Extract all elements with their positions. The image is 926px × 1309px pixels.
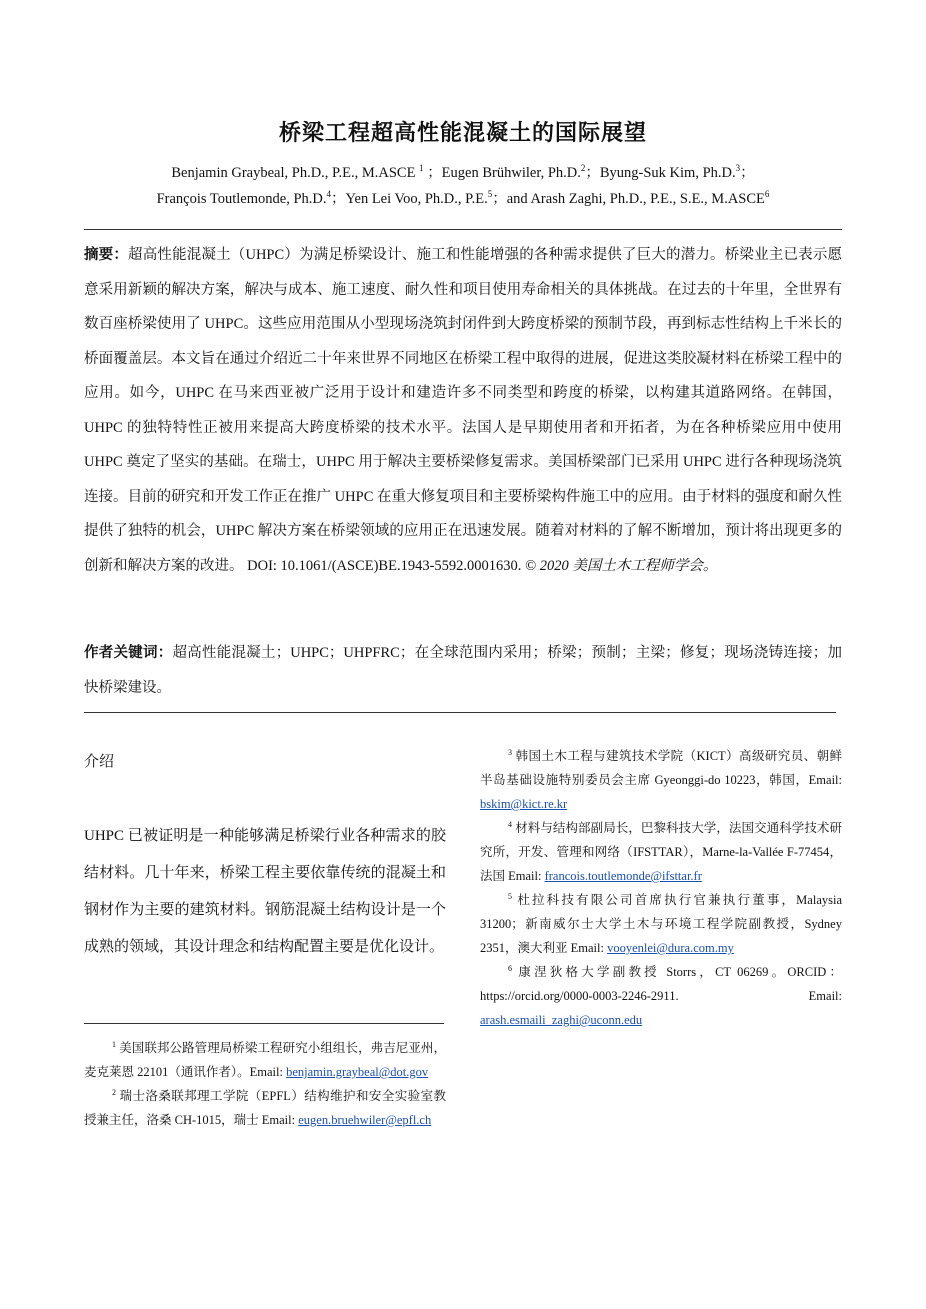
footnote-5-number: 5 — [508, 892, 512, 901]
author-affil-1: 1 — [419, 163, 424, 173]
author-affil-2: 2 — [580, 163, 586, 173]
footnote-4-text: 材料与结构部副局长，巴黎科技大学，法国交通科学技术研究所，开发、管理和网络（IFSTTAR），Marne-la-Vallée F-77454，法国 Email: — [480, 821, 842, 883]
footnote-6-text: 康涅狄格大学副教授 Storrs，CT 06269。ORCID：https://orcid.org/0000-0003-2246-2911. Email: — [480, 965, 842, 1003]
abstract-label: 摘要： — [84, 247, 129, 263]
author-affil-6: 6 — [764, 189, 770, 199]
footnote-2-email-link[interactable]: eugen.bruehwiler@epfl.ch — [298, 1113, 432, 1127]
footnote-5-text: 杜拉科技有限公司首席执行官兼执行董事，Malaysia 31200；新南威尔士大学土木与环境工程学院副教授，Sydney 2351，澳大利亚 Email: — [480, 893, 843, 955]
keywords-label: 作者关键词： — [84, 645, 173, 661]
author-kim: ；Byung-Suk Kim, Ph.D. — [585, 165, 736, 181]
abstract-copyright: © 2020 美国土木工程师学会。 — [525, 557, 718, 574]
footnote-4 — [480, 816, 842, 888]
footnote-2 — [84, 1084, 446, 1132]
keywords — [84, 636, 842, 705]
footnote-3-number: 3 — [508, 748, 512, 757]
author-line-2 — [84, 186, 842, 212]
footnote-3 — [480, 744, 842, 816]
author-zaghi: ；and Arash Zaghi, Ph.D., P.E., S.E., M.ASCE — [492, 191, 765, 207]
footnote-2-text: 瑞士洛桑联邦理工学院（EPFL）结构维护和安全实验室教授兼主任，洛桑 CH-1015，瑞士 Email: — [84, 1089, 447, 1127]
footnote-4-email-link[interactable]: francois.toutlemonde@ifsttar.fr — [544, 869, 702, 883]
footnote-5 — [480, 888, 842, 960]
footnote-4-number: 4 — [508, 820, 512, 829]
footnote-5-email-link[interactable]: vooyenlei@dura.com.my — [607, 941, 734, 955]
header-rule — [84, 229, 842, 230]
author-affil-3: 3 — [735, 163, 741, 173]
footnote-3-email-link[interactable]: bskim@kict.re.kr — [480, 797, 568, 811]
author-line-1 — [84, 160, 842, 186]
footnote-6-email-link[interactable]: arash.esmaili_zaghi@uconn.edu — [480, 1013, 643, 1027]
abstract-text: 超高性能混凝土（UHPC）为满足桥梁设计、施工和性能增强的各种需求提供了巨大的潜力。桥梁业主已表示愿意采用新颖的解决方案，解决与成本、施工速度、耐久性和项目使用寿命相关的具体挑战。在过去的十年里，全世界有数百座桥梁使用了 UHPC。这些应用范围从小型现场浇筑封闭件到大跨度桥梁的预制节段，再到标志性结构上千米长的桥面覆盖层。本文旨在通过介绍近二十年来世界不同地区在桥梁工程中取得的进展，促进这类胶凝材料在桥梁工程中的应用。如今，UHPC 在马来西亚被广泛用于设计和建造许多不同类型和跨度的桥梁，以构建其道路网络。在韩国，UHPC 的独特特性正被用来提高大跨度桥梁的技术水平。法国人是早期使用者和开拓者，为在各种桥梁应用中使用 UHPC 奠定了坚实的基础。在瑞士，UHPC 用于解决主要桥梁修复需求。美国桥梁部门已采用 UHPC 进行各种现场浇筑连接。目前的研究和开发工作正在推广 UHPC 在重大修复项目和主要桥梁构件施工中的应用。由于材料的强度和耐久性提供了独特的机会，UHPC 解决方案在桥梁领域的应用正在迅速发展。随着对材料的了解不断增加，预计将出现更多的创新和解决方案的改进。 — [84, 247, 842, 574]
footnote-1-number: 1 — [112, 1040, 116, 1049]
footnote-rule — [84, 1023, 444, 1024]
author-voo: ；Yen Lei Voo, Ph.D., P.E. — [330, 191, 488, 207]
footnotes-left — [84, 1036, 446, 1132]
intro-body: UHPC 已被证明是一种能够满足桥梁行业各种需求的胶结材料。几十年来，桥梁工程主要依靠传统的混凝土和钢材作为主要的建筑材料。钢筋混凝土结构设计是一个成熟的领域，其设计理念和结构配置主要是优化设计。 — [84, 828, 446, 955]
author-affil-4: 4 — [326, 189, 331, 199]
author-bruhwiler: ；Eugen Brühwiler, Ph.D. — [427, 165, 581, 181]
section-heading-intro: 介绍 — [84, 754, 115, 770]
footnote-1 — [84, 1036, 446, 1084]
footnote-2-number: 2 — [112, 1088, 116, 1097]
footnote-1-email-link[interactable]: benjamin.graybeal@dot.gov — [286, 1065, 429, 1079]
footnote-1-text: 美国联邦公路管理局桥梁工程研究小组组长，弗吉尼亚州，麦克莱恩 22101（通讯作者）。Email: — [84, 1041, 446, 1079]
author-toutlemonde: François Toutlemonde, Ph.D. — [156, 191, 327, 207]
abstract — [84, 238, 842, 583]
footnote-3-text: 韩国土木工程与建筑技术学院（KICT）高级研究员、朝鲜半岛基础设施特别委员会主席 Gyeonggi-do 10223，韩国，Email: — [480, 749, 843, 787]
author-separator: ； — [740, 165, 755, 181]
paper-title: 桥梁工程超高性能混凝土的国际展望 — [278, 121, 647, 146]
author-affil-5: 5 — [487, 189, 493, 199]
author-graybeal: Benjamin Graybeal, Ph.D., P.E., M.ASCE — [171, 165, 416, 181]
abstract-doi: DOI: 10.1061/(ASCE)BE.1943-5592.0001630. — [243, 557, 526, 574]
keywords-text: 超高性能混凝土；UHPC；UHPFRC；在全球范围内采用；桥梁；预制；主梁；修复；现场浇铸连接；加快桥梁建设。 — [84, 645, 843, 696]
footnote-6 — [480, 960, 842, 1032]
footnotes-right — [480, 744, 842, 1032]
footnote-6-number: 6 — [508, 964, 512, 973]
abstract-rule — [84, 712, 836, 713]
